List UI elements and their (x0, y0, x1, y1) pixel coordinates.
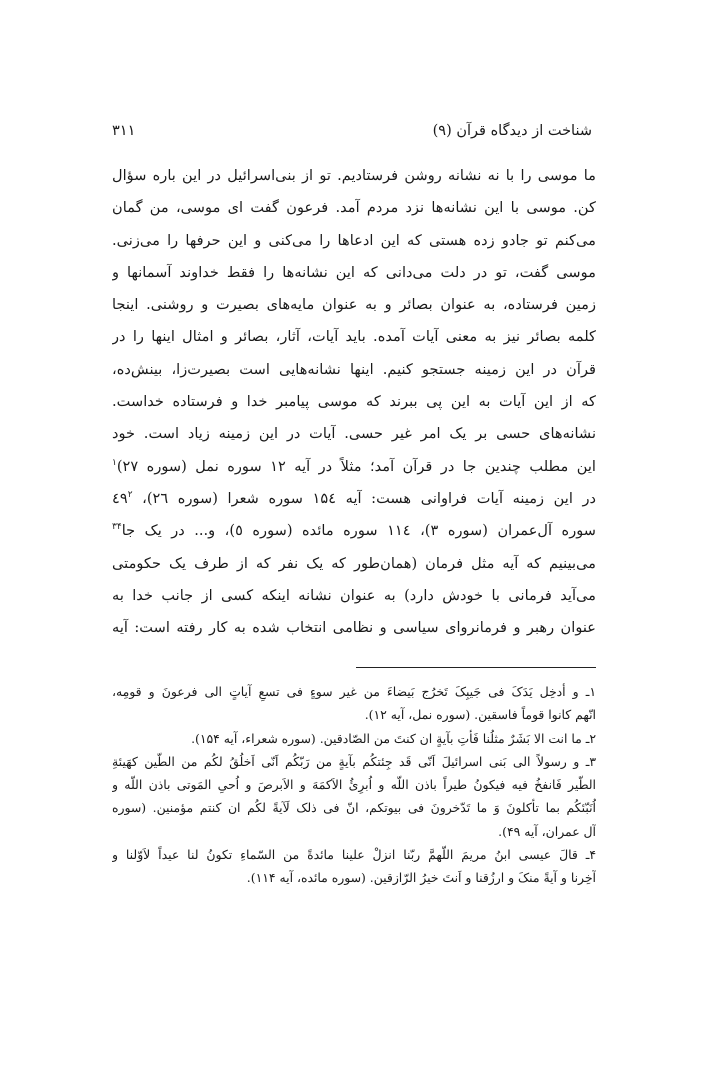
footnote-ref: ۲ (127, 490, 133, 501)
chapter-title: شناخت از دیدگاه قرآن (۹) (432, 123, 592, 139)
text-line: در این زمینه آیات فراوانی هست: آیه ۱۵٤ سوره شعرا (سوره ۲٦)، ٤٩$^۲$ (112, 489, 596, 507)
text-line: موسی گفت، تو در دلت می‌دانی که این نشانه‌ها را فقط خداوند آسمانها و (112, 263, 596, 281)
running-header (112, 120, 592, 142)
footnote-line: آخِرنا و آیةً منکَ و ارزُقنا و اَنتَ خیرُ الرّازقین. (سوره مائده، آیه ۱۱۴). (246, 870, 596, 886)
text-line: نشانه‌های حسی بر یک امر غیر حسی. آیات در این زمینه زیاد است. خود (112, 425, 596, 443)
footnote-line: انّهم کانوا قوماً فاسقین. (سوره نمل، آیه ۱۲). (364, 707, 596, 723)
text-line: این مطلب چندین جا در قرآن آمد؛ مثلاً در آیه ۱۲ سوره نمل (سوره ۲۷)$^۱$ (112, 457, 596, 475)
footnote-line: ۴ـ قالَ عیسی ابنُ مریمَ اللّهمَّ ربّنا انزلْ علینا مائدةً من السّماءِ تکونُ لنا عیداً لاَوّلنا و (112, 847, 596, 863)
footnote-line: ۲ـ ما انت الا بَشَرٌ مثلُنا فَأتِ بآیةٍ ان کنتَ من الصّادقین. (سوره شعراء، آیه ۱۵۴). (191, 730, 596, 746)
footnote-divider (356, 667, 596, 668)
footnote-line: الطّیر فَانفخُ فیه فیکونُ طیراً باذن اللّه و اُبرِئُ الاَکمَهَ و الاَبرصَ و اُحیِ المَوتی باذن اللّه و (112, 777, 596, 793)
footnote-ref: ۴ (116, 522, 122, 533)
footnote-line: ۱ـ و أدخِل یَدَکَ فی جَیبِکَ تَخرُج بَیضاءَ من غیر سوءٍ فی تسعِ آیاتٍ الی فرعونَ و قومِه، (112, 684, 596, 699)
text-line: کلمه بصائر نیز به معنی آیات آمده. باید آیات، آثار، بصائر و امثال اینها را در (112, 328, 596, 346)
main-text (112, 160, 596, 644)
footnote-line: اُنَبّئکُم بما تأکلونَ وَ ما تَدّخرونَ فی بیوتکم، انّ فی ذلک لَآیةً لکُم ان کنتم مؤمنین. (سوره (112, 800, 596, 816)
page-number: ۳۱۱ (112, 123, 136, 139)
footnotes (112, 680, 596, 890)
text-line: قرآن در این زمینه جستجو کنیم. اینها نشانه‌هایی است بصیرت‌زا، بینش‌ده، (112, 360, 596, 378)
text-line: که از این آیات به این پی ببرند که موسی پیامبر خدا و فرستاده خداست. (112, 393, 596, 411)
text-line: کن. موسی با این نشانه‌ها نزد مردم آمد. فرعون گفت ای موسی، من گمان (112, 199, 596, 217)
footnote-line: ۳ـ و رسولاً الی بَنی اسرائیلَ اَنّی قَد جِئتکُم بآیةٍ من رَبّکُم اَنّی اَخلُقُ لکُم من الطّین کهَیئةِ (112, 753, 596, 769)
text-line: سوره آل‌عمران (سوره ۳)، ۱۱٤ سوره مائده (سوره ٥)، و... در یک جا$^{۳۴}$ (112, 522, 596, 540)
text-line: زمین فرستاده، به عنوان بصائر و به عنوان مایه‌های بصیرت و روشنی. اینجا (112, 296, 596, 314)
text-line: می‌بینیم که آیه مثل فرمان (همان‌طور که یک نفر که از طرف یک حکومتی (112, 554, 596, 572)
footnote-ref: ۳ (112, 522, 117, 533)
text-line: می‌آید فرمانی با خودش دارد) به عنوان نشانه اینکه کسی از جانب خدا به (112, 586, 596, 604)
text-line: می‌کنم تو جادو زده هستی که این ادعاها را می‌کنی و این حرفها را می‌زنی. (112, 231, 596, 249)
text-line: ما موسی را با نه نشانه روشن فرستادیم. تو از بنی‌اسرائیل در این باره سؤال (112, 167, 596, 184)
footnote-line: آل عمران، آیه ۴۹). (498, 823, 596, 839)
text-line: عنوان رهبر و فرمانروای سیاسی و نظامی انتخاب شده به کار رفته است: آیه (112, 619, 596, 637)
footnote-ref: ۱ (112, 457, 117, 468)
